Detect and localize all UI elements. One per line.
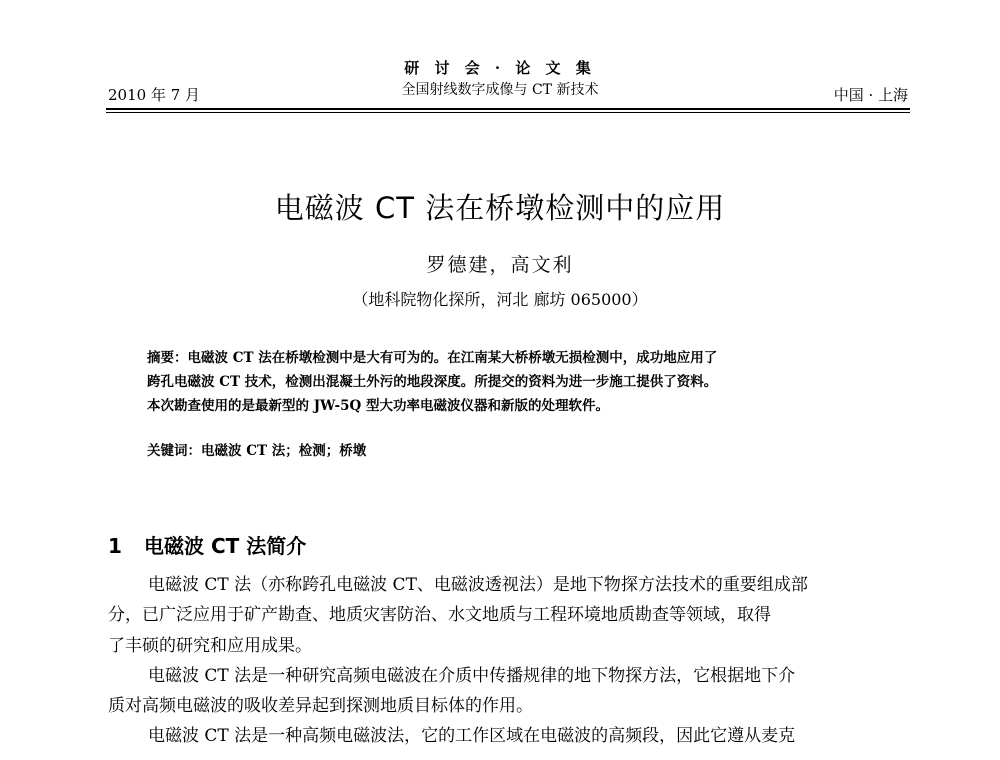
abstract-label: 摘要： [147,350,188,366]
abstract-text: 电磁波 CT 法在桥墩检测中是大有可为的。在江南某大桥桥墩无损检测中，成功地应用了 [187,350,718,366]
keywords [147,439,366,459]
body-line: 了丰硕的研究和应用成果。 [108,635,312,656]
body-line: 质对高频电磁波的吸收差异起到探测地质目标体的作用。 [108,696,533,717]
header-location: 中国 · 上海 [833,86,908,104]
abstract [147,346,867,418]
keywords-label: 关键词： [147,443,201,459]
paper-authors: 罗德建，高文利 [426,254,574,276]
running-header-center [300,58,700,100]
abstract-line: 本次勘查使用的是最新型的 JW-5Q 型大功率电磁波仪器和新版的处理软件。 [147,398,609,414]
section-body [108,570,908,752]
body-line: 电磁波 CT 法（亦称跨孔电磁波 CT、电磁波透视法）是地下物探方法技术的重要组成部 [148,575,808,595]
section-number: 1 [108,534,122,558]
keywords-text: 电磁波 CT 法；检测；桥墩 [201,443,367,459]
proceedings-series-label: 研 讨 会 · 论 文 集 [404,59,596,77]
section-title: 电磁波 CT 法简介 [144,534,307,558]
body-line: 电磁波 CT 法是一种研究高频电磁波在介质中传播规律的地下物探方法，它根据地下介 [148,665,796,686]
conference-name: 全国射线数字成像与 CT 新技术 [401,82,599,98]
abstract-line [147,346,867,370]
author-affiliation: （地科院物化探所，河北 廊坊 065000） [352,290,648,309]
section-heading [108,530,306,559]
body-line: 分，已广泛应用于矿产勘查、地质灾害防治、水文地质与工程环境地质勘查等领域，取得 [108,605,771,626]
header-date: 2010 年 7 月 [108,86,201,104]
header-rule-thin [106,112,910,113]
header-rule-thick [106,108,910,110]
paper-title: 电磁波 CT 法在桥墩检测中的应用 [274,191,726,225]
abstract-line: 跨孔电磁波 CT 技术，检测出混凝土外污的地段深度。所提交的资料为进一步施工提供了资料。 [147,374,718,390]
body-line: 电磁波 CT 法是一种高频电磁波法，它的工作区域在电磁波的高频段，因此它遵从麦克 [148,726,796,747]
